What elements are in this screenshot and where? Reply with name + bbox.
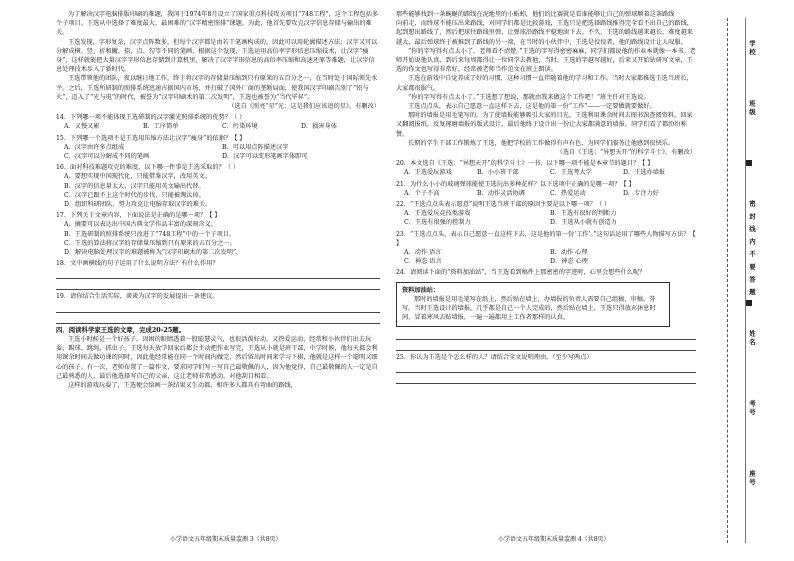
paragraph: “你的字写得有点太小了。”王选想了想说，那就由我来做这个工作吧！“班主任对王选说。	[408, 93, 650, 101]
option[interactable]: C．污染环境	[222, 123, 258, 131]
source-note: （选自《王选：“异想天开”的科学斗士》，有删改）	[556, 149, 696, 157]
question-15: 15．下列哪一个选项不是王选用压缩方法让汉字“瘦身”的依据？【 】	[56, 134, 246, 142]
seal-mark	[746, 160, 752, 166]
option[interactable]: A．动作 语言	[404, 249, 442, 257]
question-19: 19．请你结合生活实际，谈谈为汉字的发展提出一条建议。	[56, 293, 219, 301]
paragraph: 王选在游戏中自觉养成了好的习惯，这种习惯一直伴随着他的学习和工作。当时大家都推选王选当班长，大家都很服气。	[396, 75, 693, 92]
option[interactable]: B．可以用点阵描述汉字	[222, 143, 289, 151]
question-23: 23．“王选点点头，表示自己愿意一直这样下去，这是他的第一份‘工作’。”这句话运用了哪些人物描写方法？【 】	[396, 230, 696, 247]
answer-line[interactable]	[396, 342, 696, 351]
paragraph: 向前走，而终球不能压出来路线，对同学们都是比较游戏，王选只是把选择路线推得完全看不出自己的路线，起到想出路线了，然后把球往路线里弹，让弹球沿路线平稳地滚下去。不久，王选的路线越来越长，难度越来越大，最后弹球终于被推到了路线的另一端，在当时的小伙伴中，王选是佼佼者，他的路线设计让人叹服。	[396, 20, 693, 46]
options-15-row2	[56, 152, 380, 161]
answer-line[interactable]	[396, 364, 696, 373]
paragraph: 那些能够找到一条蜿蜒的路线在泥地里的小蚯蚓，他们的比赛就是看谁能够让自己的弹球顺着这条路线	[396, 11, 675, 18]
option[interactable]: A．王选爱玩游戏	[404, 169, 452, 177]
paragraph: 长期的学生干部工作锻炼了王选，他把学校的工作做得有声有色，为同学们服务让他感到很快乐。	[408, 139, 675, 147]
question-14: 14．下列哪一项不能体现王选研制的汉字激光照排系统的优势？（ ）	[56, 114, 246, 122]
options-15-row1	[56, 143, 380, 152]
option[interactable]: B．王选有很好的判断力	[550, 210, 617, 218]
answer-line[interactable]	[56, 304, 380, 313]
answer-line[interactable]	[56, 315, 380, 324]
option[interactable]: C．神态 语言	[404, 258, 442, 266]
page-footer-right: 小学语文五年级期末质量监测 4（共8页）	[498, 536, 610, 543]
paragraph: 王选带领他的团队，夜以继日地工作，终于将汉字的存储量压缩到只有原来的五百分之一，在当时处于国际领先水平。之后，王选所研制的照排系统迅速占据国内市场，并打破了国外厂商的垄断局面，使我国汉字印刷告别了“铅与火”，迈入了“光与电”的时代，被誉为“汉字印刷术的第二次发明”，王选也被誉为“当代毕昇”。	[56, 75, 378, 101]
paragraph: 王选点点头，表示自己愿意一直这样下去，这是他的第一份“工作”——一定要做就要做好。	[408, 103, 656, 111]
page-footer-left: 小学语文五年级期末质量监测 3（共8页）	[170, 536, 282, 543]
option[interactable]: C．王选的算法将汉字的存储量压缩到只有原来的五百分之一。	[64, 239, 236, 247]
paragraph: 这样的游戏玩耍了，王选便会给画一条结果又生动都，相许多人都具有弯曲的路线，	[68, 381, 297, 389]
option[interactable]: B．工序简单	[143, 123, 179, 131]
option[interactable]: A．个子不高	[404, 189, 440, 197]
option[interactable]: D．组织科研团队，努力攻克让电脑存取汉字的难关。	[64, 201, 212, 209]
answer-line[interactable]	[396, 331, 696, 340]
label-name: 姓名	[748, 330, 756, 347]
answer-line[interactable]	[396, 375, 696, 384]
option[interactable]: B．汉字的信息量太大，汉字只能用英文输出代替。	[64, 182, 205, 190]
answer-line[interactable]	[56, 270, 380, 279]
question-24: 24．请阅读下面的“资料加油站”，当王选看到稿件上那密密的字迹时，心里会想些什么呢？	[396, 269, 646, 277]
label-exam-number: 考号	[748, 400, 756, 417]
info-box	[396, 282, 670, 327]
option[interactable]: B．小小班干部	[477, 169, 519, 177]
options-14	[56, 122, 380, 131]
option[interactable]: C．汉字可以分解成不同的笔画	[64, 153, 150, 161]
options-20	[396, 168, 696, 177]
option[interactable]: A．汉字由许多点组成	[64, 143, 125, 151]
label-school: 学校	[748, 40, 756, 57]
option[interactable]: C．王选有很强的控制力	[404, 219, 471, 227]
section-heading: 四．阅读科学家王选的文章，完成20-25题。	[56, 325, 186, 334]
paragraph: 那时的墙报是用毛笔写的，为了使墙报能够吸引大家的目光，王选利用课余时间去图书馆查阅资料，回家又翻阅报纸，反复琢磨墙报的版式设计，最后他终于设计出一份让大家都满意的墙报。同学们看了都纷纷称赞。	[396, 112, 693, 138]
question-21: 21．为什么小小的玻璃弹球能使王选玩出多种花样？以下选项中正确的是哪一项？【 】	[396, 180, 635, 188]
paragraph: 王选发现，字形复杂，汉字点阵数多，但每个汉字都是由若干笔画构成的，因此可以用轮廓描述方法；汉字又可以分解成横、竖、折和撇、捺、点、勾等不同的笔画，根据这个发现，王选运用高倍率字形信息压缩技术，让汉字“瘦身”，这样就能把大量汉字字形信息存储到计算机里，解决了汉字字形信息的高倍率压缩和高速还原等难题，让汉字信息处理技术步入了新时代。	[56, 38, 378, 74]
option[interactable]: D．解决电脑处理汉字的难题被称为“汉字印刷术的第二次发明”。	[64, 249, 243, 257]
binding-strip	[705, 0, 794, 561]
question-17: 17．下列关于文章内容，下面说法是正确的是哪一项？【 】	[56, 212, 221, 220]
question-25: 25．你认为王选是个怎么样的人？请结合全文说明理由。（至少写两点）	[396, 353, 593, 361]
option[interactable]: D．神态 心理	[550, 258, 588, 266]
left-column	[56, 10, 380, 390]
option[interactable]: D．王选从小就有创造力	[550, 219, 617, 227]
option[interactable]: A．王选爱玩竞技类游戏	[404, 210, 471, 218]
options-21	[396, 189, 696, 198]
option[interactable]: C．汉字已跟不上这个时代的步伐，只能被淘汰掉。	[64, 191, 205, 199]
option[interactable]: A．又慢又累	[64, 123, 100, 131]
option[interactable]: A．要想实现中国现代化，只能借鉴汉字，改用英文。	[64, 173, 211, 181]
question-22: 22．“王选点点头表示愿意”说明王选当班干部的原因主要是以下哪一项？（ ）	[396, 201, 611, 209]
seal-line	[727, 18, 728, 543]
option[interactable]: D．专注力好	[623, 189, 659, 197]
right-column	[396, 10, 696, 386]
paragraph: “你的字写得有点太小了，老师看不清楚。”王选的字写得密密麻麻，同学们都说他的作业本就像一本书。老师开始说他认真，到后来每周都得让一位同学去教他，当时，王选的字越写越好，后来又开始钻研写文章，王选的作文也写得非常好，经常被老师当作范文在班上朗读。	[396, 47, 696, 74]
label-class: 班级	[748, 100, 756, 117]
option[interactable]: C．王选考大学	[550, 169, 592, 177]
option[interactable]: B．动作 心理	[550, 249, 588, 257]
option[interactable]: B．动作灵活协调	[477, 189, 525, 197]
option[interactable]: D．王选办墙报	[623, 169, 666, 177]
seal-notice: 密 封 线 内 不 要 答 题	[748, 200, 756, 297]
option[interactable]: D．汉字可以变形笔画字体即可	[222, 153, 308, 161]
question-16: 16．面对科技难题攻克的难度，以下哪一件事是王选采取的？（ ）	[56, 164, 240, 172]
question-20: 20．本文选自《王选：“异想天开”的科学斗士》一书，以下哪一项不能是本章节的题目？【 】	[396, 160, 654, 168]
seal-line	[745, 18, 746, 543]
option[interactable]: B．王选研制的照排系统只改进了“748工程”中的一个子项目。	[64, 230, 236, 238]
question-18: 18．文中画横线的句子运用了什么说明方法？有什么作用？	[56, 260, 219, 268]
options-23-row2	[396, 257, 696, 266]
option[interactable]: C．热爱运动	[550, 189, 586, 197]
options-23-row1	[396, 248, 696, 257]
paragraph: 为了解决汉字电脑排版印刷的难题，我国于1974年8月设立了国家重点科技攻关项目“748工程”，这个工程包括多个子项目。王选从中选择了难度最大、最困难的“汉字精密照排”课题。为此，他首先要攻克汉字信息存储与输出的难关。	[56, 11, 379, 37]
options-22-row1	[396, 209, 696, 218]
seal-mark	[746, 300, 752, 306]
option[interactable]: D．损害身体	[301, 123, 337, 131]
paragraph: 王选小时候是一个好孩子。因困的眼睛透着一股聪慧灵气，也很活泼好动。又热爱运动，经常和小伙伴们出去玩耍，踢球、跳绳、抓虫子，王选每天放学回家后都会主动把作业写完，王选从小就是班干部，中学时候，他每天都会利用课余时间去做功课的同时，因此他经常能在同一个时间内做完，然后留出时间来学习下棋，他就是这样一个聪明又细心的孩子。有一次，老师布置了一篇作文，要求同学们写一写自己最敬佩的人，因为他觉得，自己最敬佩的人一定是自己最熟悉的人，最后他选择写自己的父亲，这让老师非常感动，对他刮目相看。	[56, 335, 378, 380]
options-22-row2	[396, 218, 696, 227]
source-note: （选自《照亮“星”光：这是我们应该追的星》，有删改）	[228, 103, 380, 111]
answer-line[interactable]	[56, 281, 380, 290]
info-box-text: 那时的墙报是用毛笔写在纸上，然后贴在墙上，办墙报的负责人需要自己组稿、审稿、誊写。当时王选设计的墙报，几乎都是自己一个人完成的，然后贴在墙上，王选只得放弃休息时间，冒着寒风去贴墙报，一遍一遍都用上工作者那样的认真。	[402, 295, 656, 322]
label-seat-number: 座号	[748, 470, 756, 487]
option[interactable]: A．摘要可以表达出中国古典文学作品丰富的深刻含义。	[64, 221, 217, 229]
info-box-title: 资料加油站：	[402, 286, 440, 294]
